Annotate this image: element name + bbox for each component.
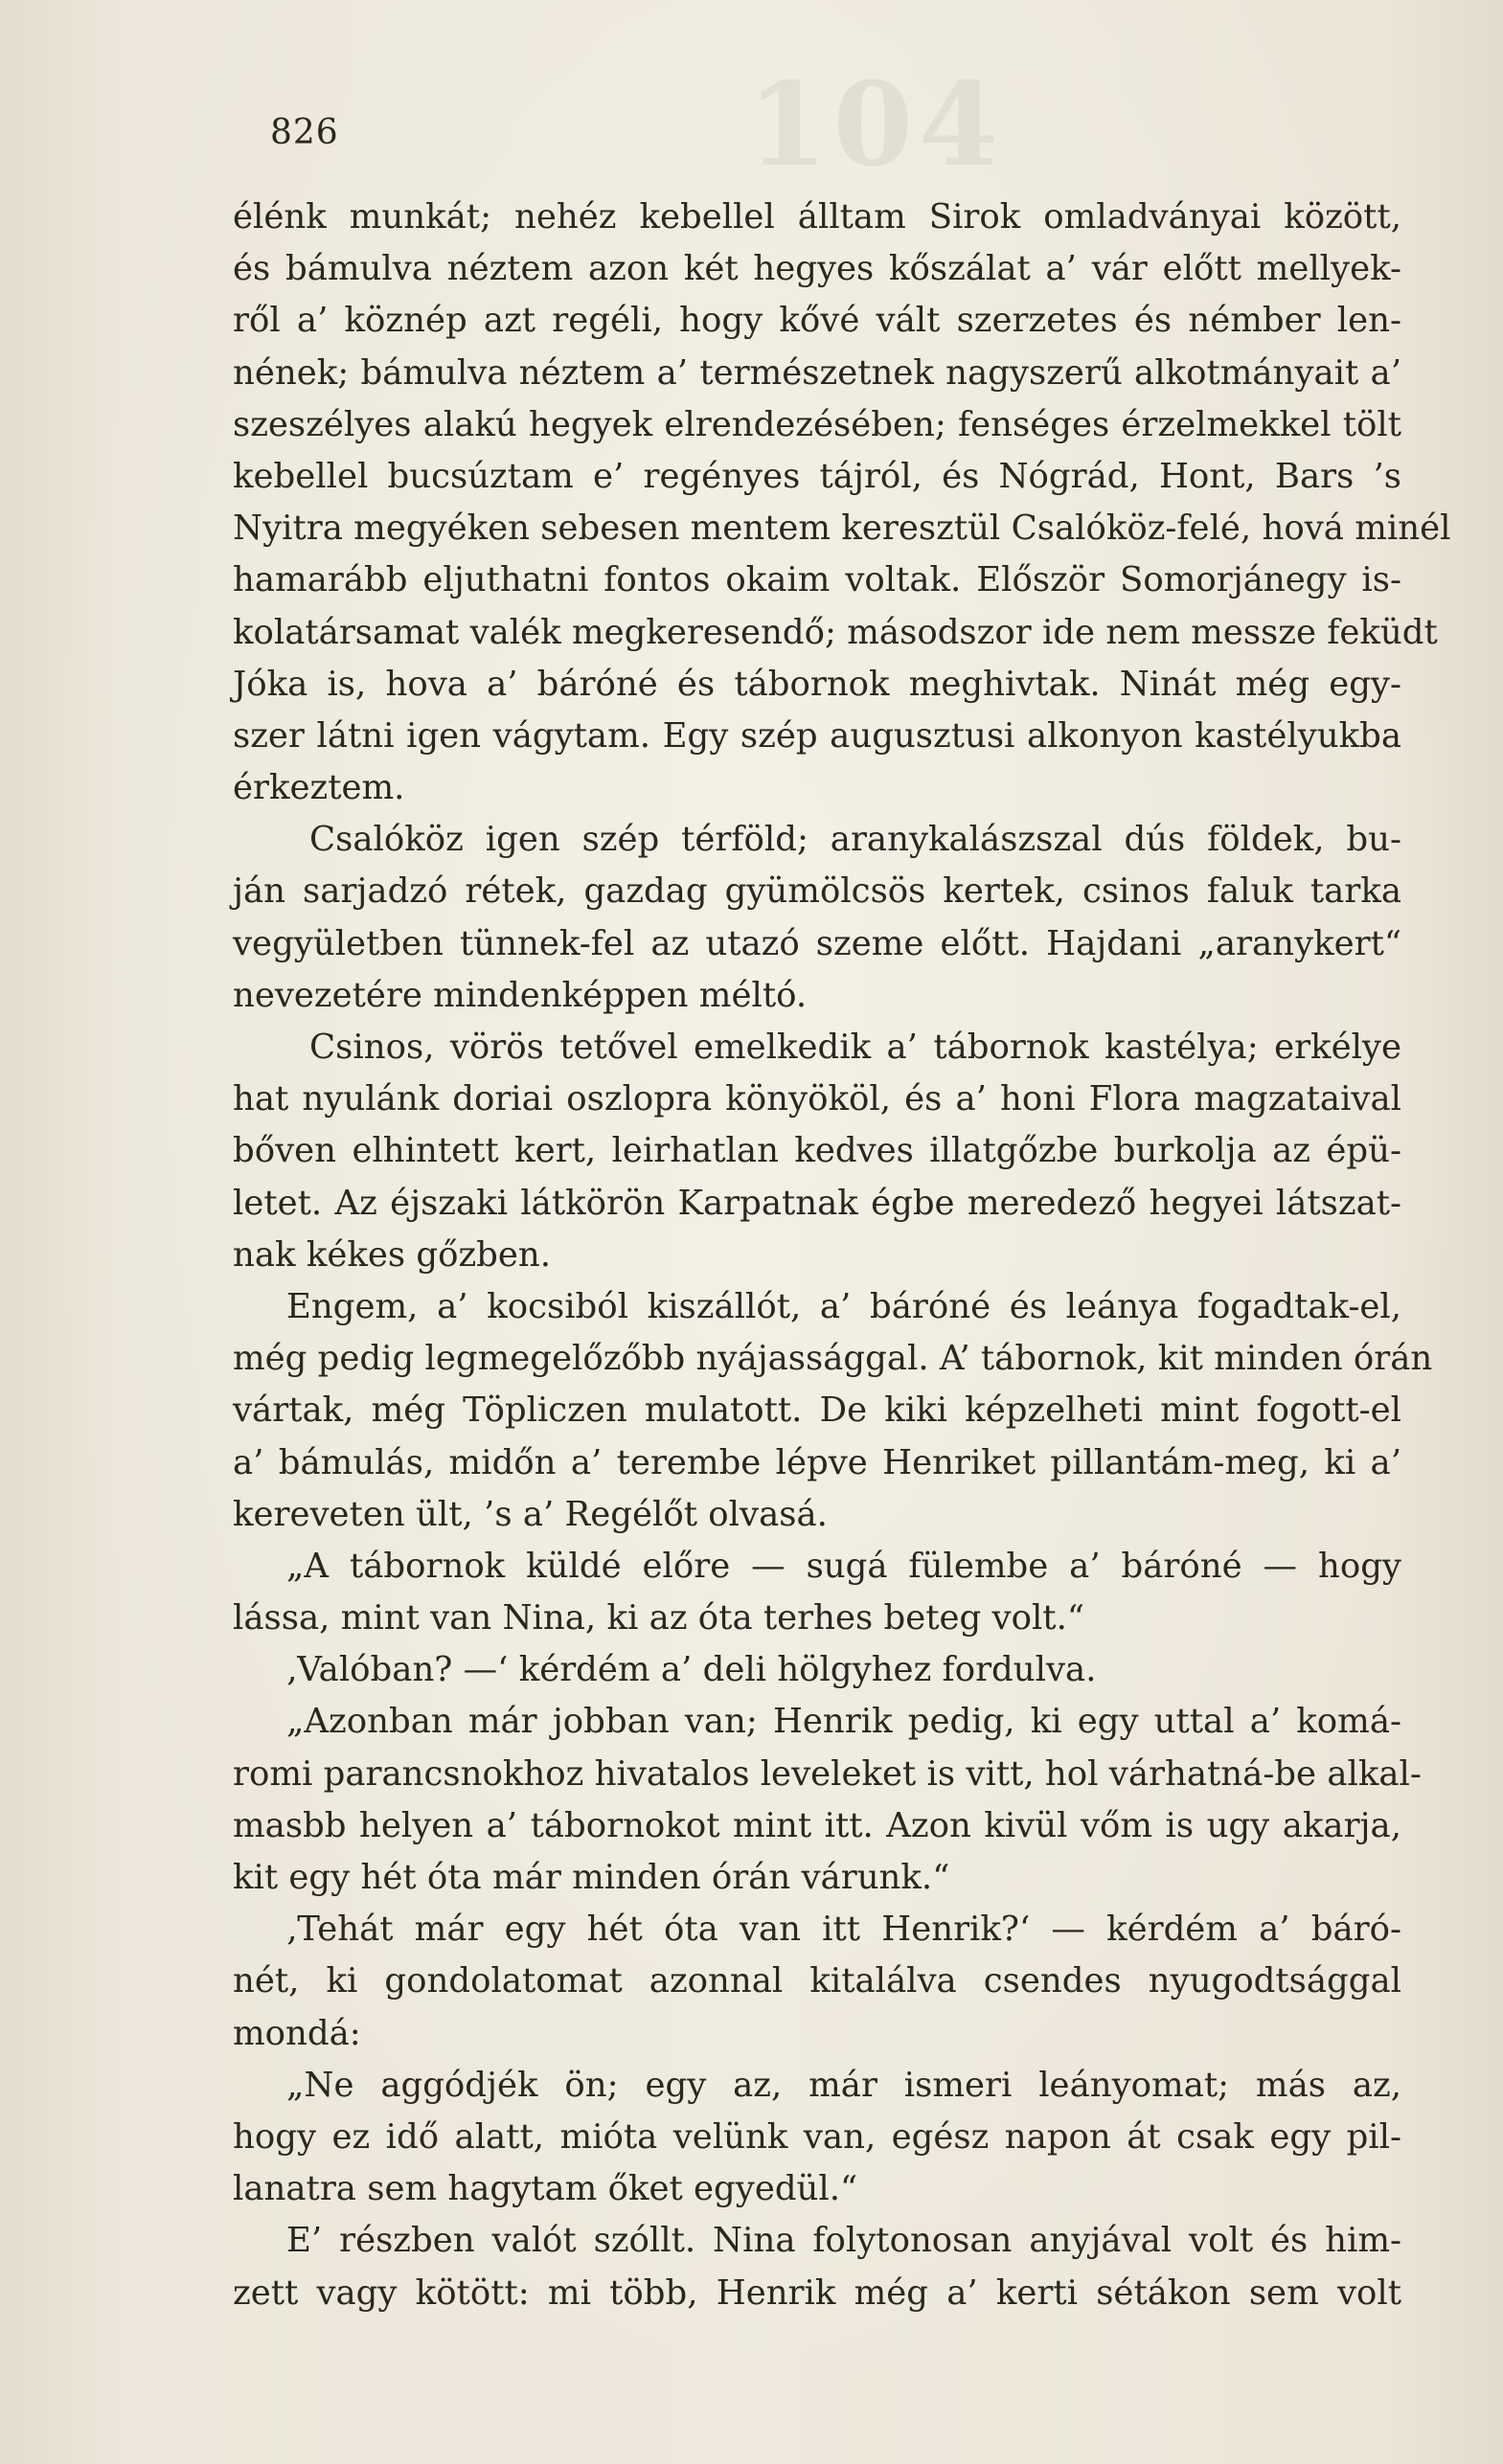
text-line: nét, ki gondolatomat azonnal kitalálva csendes nyugodtsággal — [233, 1961, 1401, 2001]
text-line: Engem, a’ kocsiból kiszállót, a’ báróné és leánya fogadtak-el, — [286, 1286, 1401, 1326]
text-line: szer látni igen vágytam. Egy szép augusztusi alkonyon kastélyukba — [233, 715, 1401, 756]
text-line: Csalóköz igen szép térföld; aranykalászszal dús földek, bu- — [309, 820, 1401, 860]
text-line: Jóka is, hova a’ báróné és tábornok meghivtak. Ninát még egy- — [233, 664, 1401, 704]
bleed-through-text: 104 — [747, 57, 1005, 192]
text-line: „Ne aggódjék ön; egy az, már ismeri leányomat; más az, — [286, 2065, 1401, 2105]
body-text — [233, 192, 1451, 2319]
text-line: kebellel bucsúztam e’ regényes tájról, és Nógrád, Hont, Bars ’s — [233, 456, 1401, 496]
text-line: lanatra sem hagytam őket egyedül.“ — [233, 2169, 858, 2209]
text-line: vártak, még Töpliczen mulatott. De kiki képzelheti mint fogott-el — [233, 1390, 1401, 1431]
text-line: Csinos, vörös tetővel emelkedik a’ tábornok kastélya; erkélye — [309, 1028, 1401, 1067]
text-line: kit egy hét óta már minden órán várunk.“ — [233, 1858, 950, 1897]
text-line: ‚Valóban? —‘ kérdém a’ deli hölgyhez fordulva. — [286, 1650, 1097, 1690]
text-line: Nyitra megyéken sebesen mentem keresztül Csalóköz-felé, hová minél — [233, 509, 1451, 549]
text-line: bőven elhintett kert, leirhatlan kedves illatgőzbe burkolja az épü- — [233, 1131, 1401, 1171]
text-line: ről a’ köznép azt regéli, hogy kővé vált szerzetes és némber len- — [233, 301, 1401, 341]
text-line: masbb helyen a’ tábornokot mint itt. Azon kivül vőm is ugy akarja, — [233, 1805, 1401, 1845]
text-line: hogy ez idő alatt, mióta velünk van, egész napon át csak egy pil- — [233, 2116, 1401, 2157]
text-line: vegyületben tünnek-fel az utazó szeme előtt. Hajdani „aranykert“ — [233, 923, 1401, 963]
text-line: a’ bámulás, midőn a’ terembe lépve Henriket pillantám-meg, ki a’ — [233, 1442, 1401, 1482]
text-line: letet. Az éjszaki látkörön Karpatnak égbe meredező hegyei látszat- — [233, 1183, 1401, 1223]
text-line: mondá: — [233, 2013, 361, 2053]
text-line: még pedig legmegelőzőbb nyájassággal. A’ tábornok, kit minden órán — [233, 1339, 1433, 1379]
text-line: szeszélyes alakú hegyek elrendezésében; fenséges érzelmekkel tölt — [233, 404, 1401, 444]
page-number: 826 — [270, 113, 339, 152]
text-line: és bámulva néztem azon két hegyes kőszálat a’ vár előtt mellyek- — [233, 249, 1401, 289]
text-line: E’ részben valót szóllt. Nina folytonosan anyjával volt és him- — [286, 2221, 1401, 2261]
text-line: romi parancsnokhoz hivatalos leveleket is vitt, hol várhatná-be alkal- — [233, 1753, 1422, 1794]
text-line: élénk munkát; nehéz kebellel álltam Sirok omladványai között, — [233, 197, 1401, 237]
text-line: lássa, mint van Nina, ki az óta terhes beteg volt.“ — [233, 1598, 1085, 1639]
text-line: ján sarjadzó rétek, gazdag gyümölcsös kertek, csinos faluk tarka — [233, 871, 1401, 912]
text-line: érkeztem. — [233, 768, 405, 808]
text-line: hamarább eljuthatni fontos okaim voltak. Először Somorjánegy is- — [233, 560, 1401, 600]
text-line: ‚Tehát már egy hét óta van itt Henrik?‘ — kérdém a’ báró- — [286, 1910, 1401, 1950]
text-line: nevezetére mindenképpen méltó. — [233, 975, 808, 1015]
text-line: nének; bámulva néztem a’ természetnek nagyszerű alkotmányait a’ — [233, 352, 1401, 393]
text-line: kolatársamat valék megkeresendő; másodszor ide nem messze feküdt — [233, 612, 1438, 652]
text-line: nak kékes gőzben. — [233, 1234, 552, 1275]
text-line: kereveten ült, ’s a’ Regélőt olvasá. — [233, 1494, 828, 1534]
text-line: hat nyulánk doriai oszlopra könyököl, és a’ honi Flora magzataival — [233, 1079, 1401, 1119]
text-line: „Azonban már jobban van; Henrik pedig, ki egy uttal a’ komá- — [286, 1702, 1401, 1742]
text-line: zett vagy kötött: mi több, Henrik még a’ kerti sétákon sem volt — [233, 2272, 1401, 2313]
text-line: „A tábornok küldé előre — sugá fülembe a’ báróné — hogy — [286, 1546, 1401, 1586]
